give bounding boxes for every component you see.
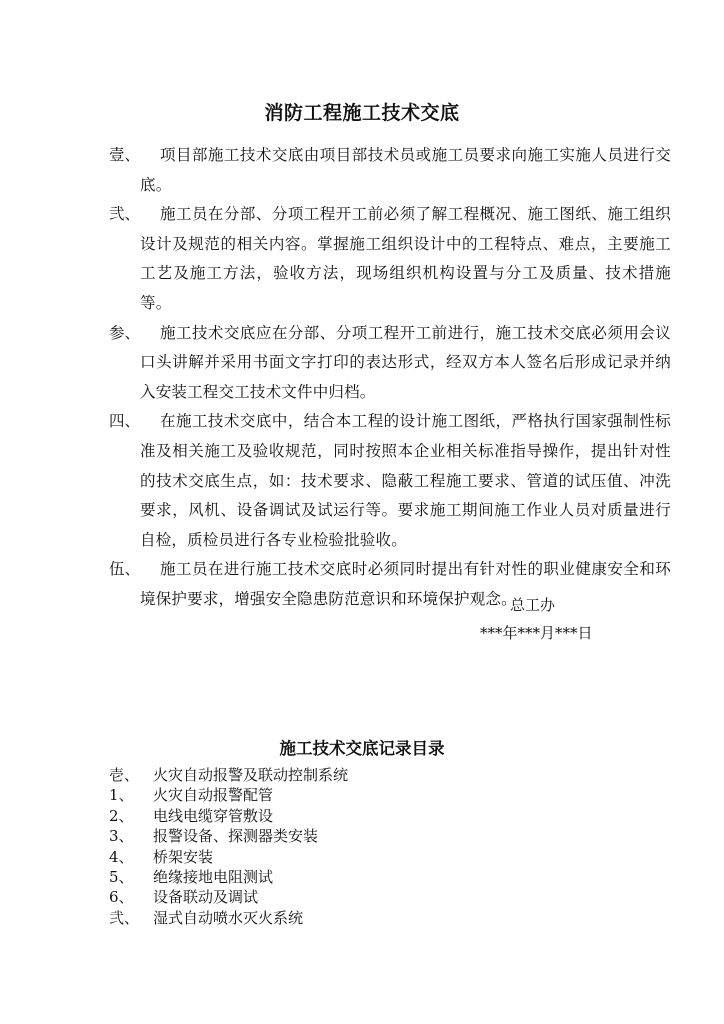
document-title: 消防工程施工技术交底 [264, 102, 460, 124]
section-item [109, 555, 671, 614]
record-item [109, 847, 509, 867]
record-item-number: 6、 [109, 888, 134, 907]
record-item-number: 3、 [109, 827, 134, 846]
record-item-text: 电线电缆穿管敷设 [153, 806, 274, 825]
record-item [109, 785, 509, 805]
record-item-number: 1、 [109, 786, 134, 805]
section-number: 四、 [109, 412, 141, 431]
section-list [109, 141, 671, 615]
section-item [109, 200, 671, 318]
record-item-text: 报警设备、探测器类安装 [153, 827, 319, 846]
section-item [109, 407, 671, 555]
record-title: 施工技术交底记录目录 [279, 739, 445, 758]
section-text: 在施工技术交底中，结合本工程的设计施工图纸，严格执行国家强制性标准及相关施工及验收规范，同时按照本企业相关标准指导操作，提出针对性的技术交底生点，如：技术要求、隐蔽工程施工要求、管道的试压值、冲洗要求，风机、设备调试及试运行等。要求施工期间施工作业人员对质量进行自检，质检员进行各专业检验批验收。 [140, 412, 671, 549]
section-number: 弐、 [109, 205, 141, 224]
section-number: 参、 [109, 323, 141, 342]
record-item-number: 壱、 [109, 766, 140, 784]
record-item-number: 4、 [109, 847, 134, 866]
record-item-text: 绝缘接地电阻测试 [153, 867, 274, 886]
record-item [109, 908, 509, 928]
record-item-text: 湿式自动喷水灭火系统 [153, 908, 304, 927]
signature-date: ***年***月***日 [480, 624, 593, 642]
record-item [109, 867, 509, 887]
record-item [109, 887, 509, 907]
record-item-text: 火灾自动报警及联动控制系统 [153, 766, 349, 784]
record-item-text: 桥架安装 [153, 847, 214, 866]
signature-office: 总工办 [510, 596, 556, 614]
record-list [109, 765, 509, 928]
record-item-text: 设备联动及调试 [153, 888, 259, 907]
section-text: 施工员在进行施工技术交底时必须同时提出有针对性的职业健康安全和环境保护要求，增强安全隐患防范意识和环境保护观念。 [140, 560, 671, 608]
record-item-number: 5、 [109, 867, 134, 886]
record-item [109, 806, 509, 826]
record-item [109, 826, 509, 846]
section-text: 施工员在分部、分项工程开工前必须了解工程概况、施工图纸、施工组织设计及规范的相关内容。掌握施工组织设计中的工程特点、难点，主要施工工艺及施工方法，验收方法，现场组织机构设置与分工及质量、技术措施等。 [140, 205, 671, 312]
section-number: 伍、 [109, 560, 141, 579]
section-item [109, 319, 671, 408]
record-item-text: 火灾自动报警配管 [153, 786, 274, 805]
section-number: 壹、 [109, 146, 141, 164]
section-item [109, 141, 671, 200]
section-text: 项目部施工技术交底由项目部技术员或施工员要求向施工实施人员进行交底。 [140, 146, 671, 194]
record-item-number: 弐、 [109, 908, 140, 927]
record-item-number: 2、 [109, 806, 134, 825]
record-item [109, 765, 509, 785]
section-text: 施工技术交底应在分部、分项工程开工前进行，施工技术交底必须用会议口头讲解并采用书面文字打印的表达形式，经双方本人签名后形成记录并纳入安装工程交工技术文件中归档。 [140, 323, 671, 401]
